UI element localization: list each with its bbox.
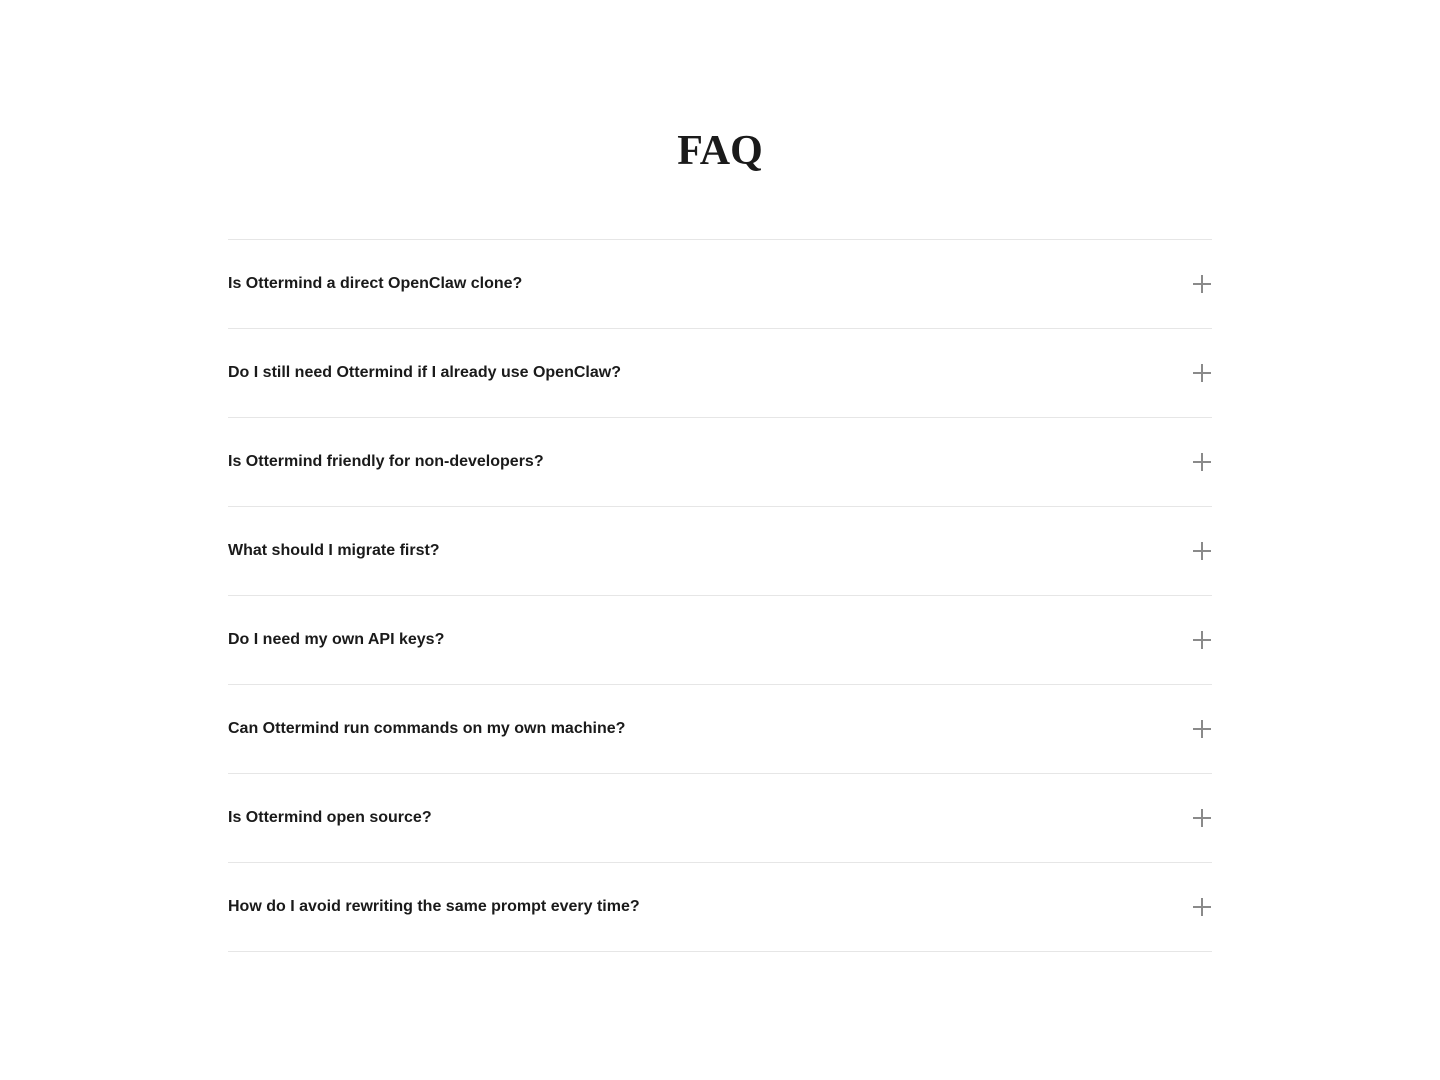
plus-icon[interactable] [1193,364,1211,382]
plus-icon[interactable] [1193,809,1211,827]
faq-item[interactable] [228,863,1212,952]
faq-question: Do I still need Ottermind if I already use OpenClaw? [228,364,621,381]
page-title: FAQ [677,128,763,174]
faq-question: Is Ottermind a direct OpenClaw clone? [228,275,523,292]
faq-item[interactable] [228,774,1212,863]
faq-question: Do I need my own API keys? [228,631,445,648]
faq-list [228,239,1212,952]
faq-item[interactable] [228,507,1212,596]
faq-item[interactable] [228,329,1212,418]
faq-question: How do I avoid rewriting the same prompt every time? [228,898,640,915]
plus-icon[interactable] [1193,542,1211,560]
plus-icon[interactable] [1193,631,1211,649]
faq-question: Is Ottermind open source? [228,809,432,826]
faq-item[interactable] [228,596,1212,685]
faq-item[interactable] [228,418,1212,507]
faq-item[interactable] [228,685,1212,774]
faq-question: What should I migrate first? [228,542,440,559]
faq-question: Is Ottermind friendly for non-developers? [228,453,544,470]
faq-question: Can Ottermind run commands on my own machine? [228,720,626,737]
faq-item[interactable] [228,240,1212,329]
plus-icon[interactable] [1193,453,1211,471]
plus-icon[interactable] [1193,720,1211,738]
plus-icon[interactable] [1193,898,1211,916]
plus-icon[interactable] [1193,275,1211,293]
